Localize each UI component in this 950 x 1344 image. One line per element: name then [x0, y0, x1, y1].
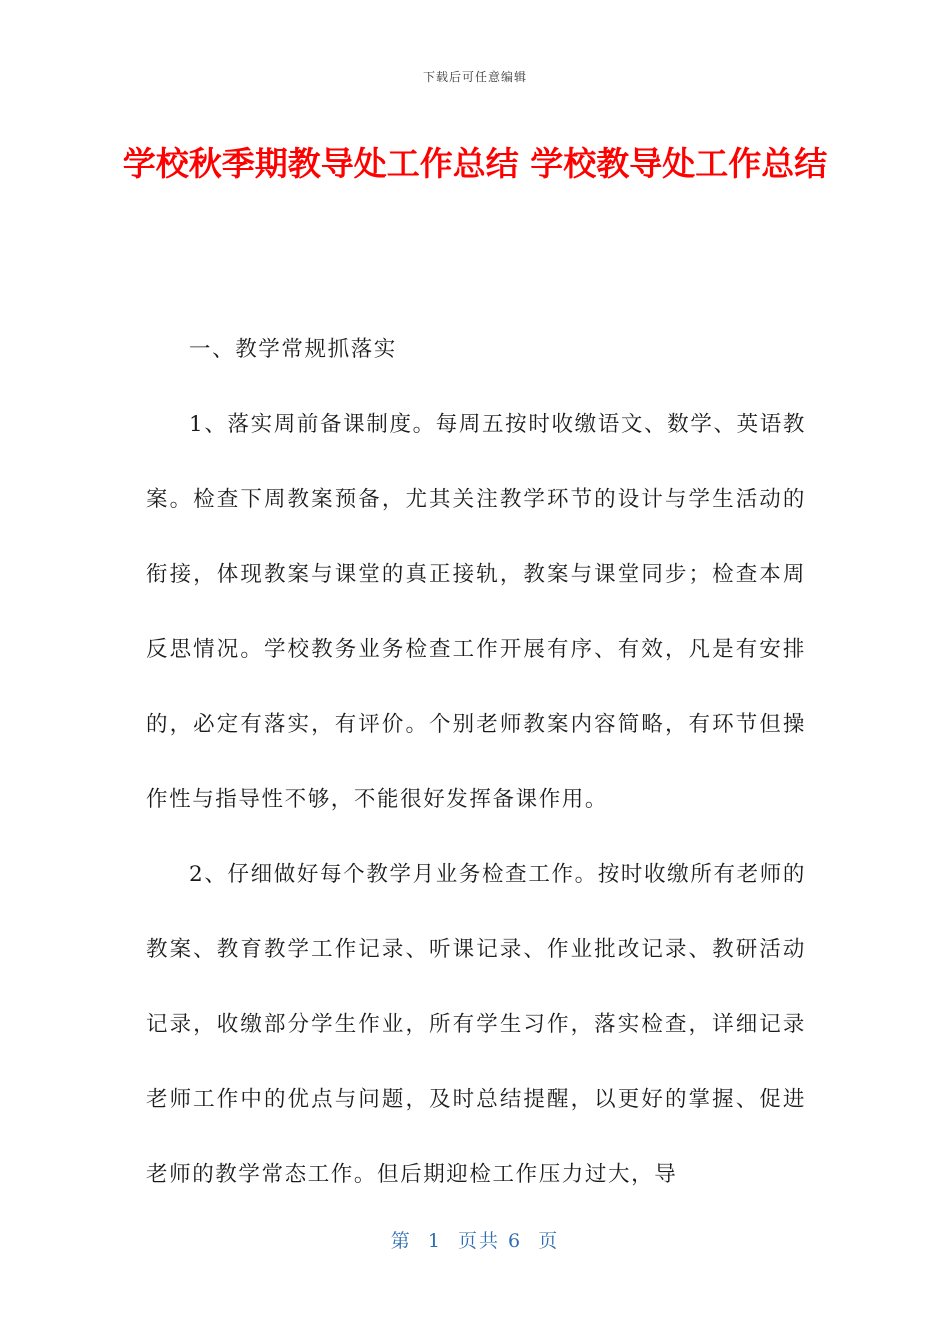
- document-title: 学校秋季期教导处工作总结 学校教导处工作总结: [122, 144, 828, 183]
- paragraph-2: 2、仔细做好每个教学月业务检查工作。按时收缴所有老师的教案、教育教学工作记录、听课记录、作业批改记录、教研活动记录，收缴部分学生作业，所有学生习作，落实检查，详细记录老师工作中的优点与问题，及时总结提醒，以更好的掌握、促进老师的教学常态工作。但后期迎检工作压力过大，导: [146, 862, 806, 1187]
- header-note: 下载后可任意编辑: [422, 70, 527, 84]
- page-number: 第 1 页共 6 页: [390, 1230, 560, 1252]
- paragraph-1: 1、落实周前备课制度。每周五按时收缴语文、数学、英语教案。检查下周教案预备，尤其关注教学环节的设计与学生活动的衔接，体现教案与课堂的真正接轨，教案与课堂同步；检查本周反思情况。学校教务业务检查工作开展有序、有效，凡是有安排的，必定有落实，有评价。个别老师教案内容简略，有环节但操作性与指导性不够，不能很好发挥备课作用。: [146, 412, 806, 812]
- section-heading: 一、教学常规抓落实: [189, 337, 397, 362]
- document-body: [146, 312, 806, 1212]
